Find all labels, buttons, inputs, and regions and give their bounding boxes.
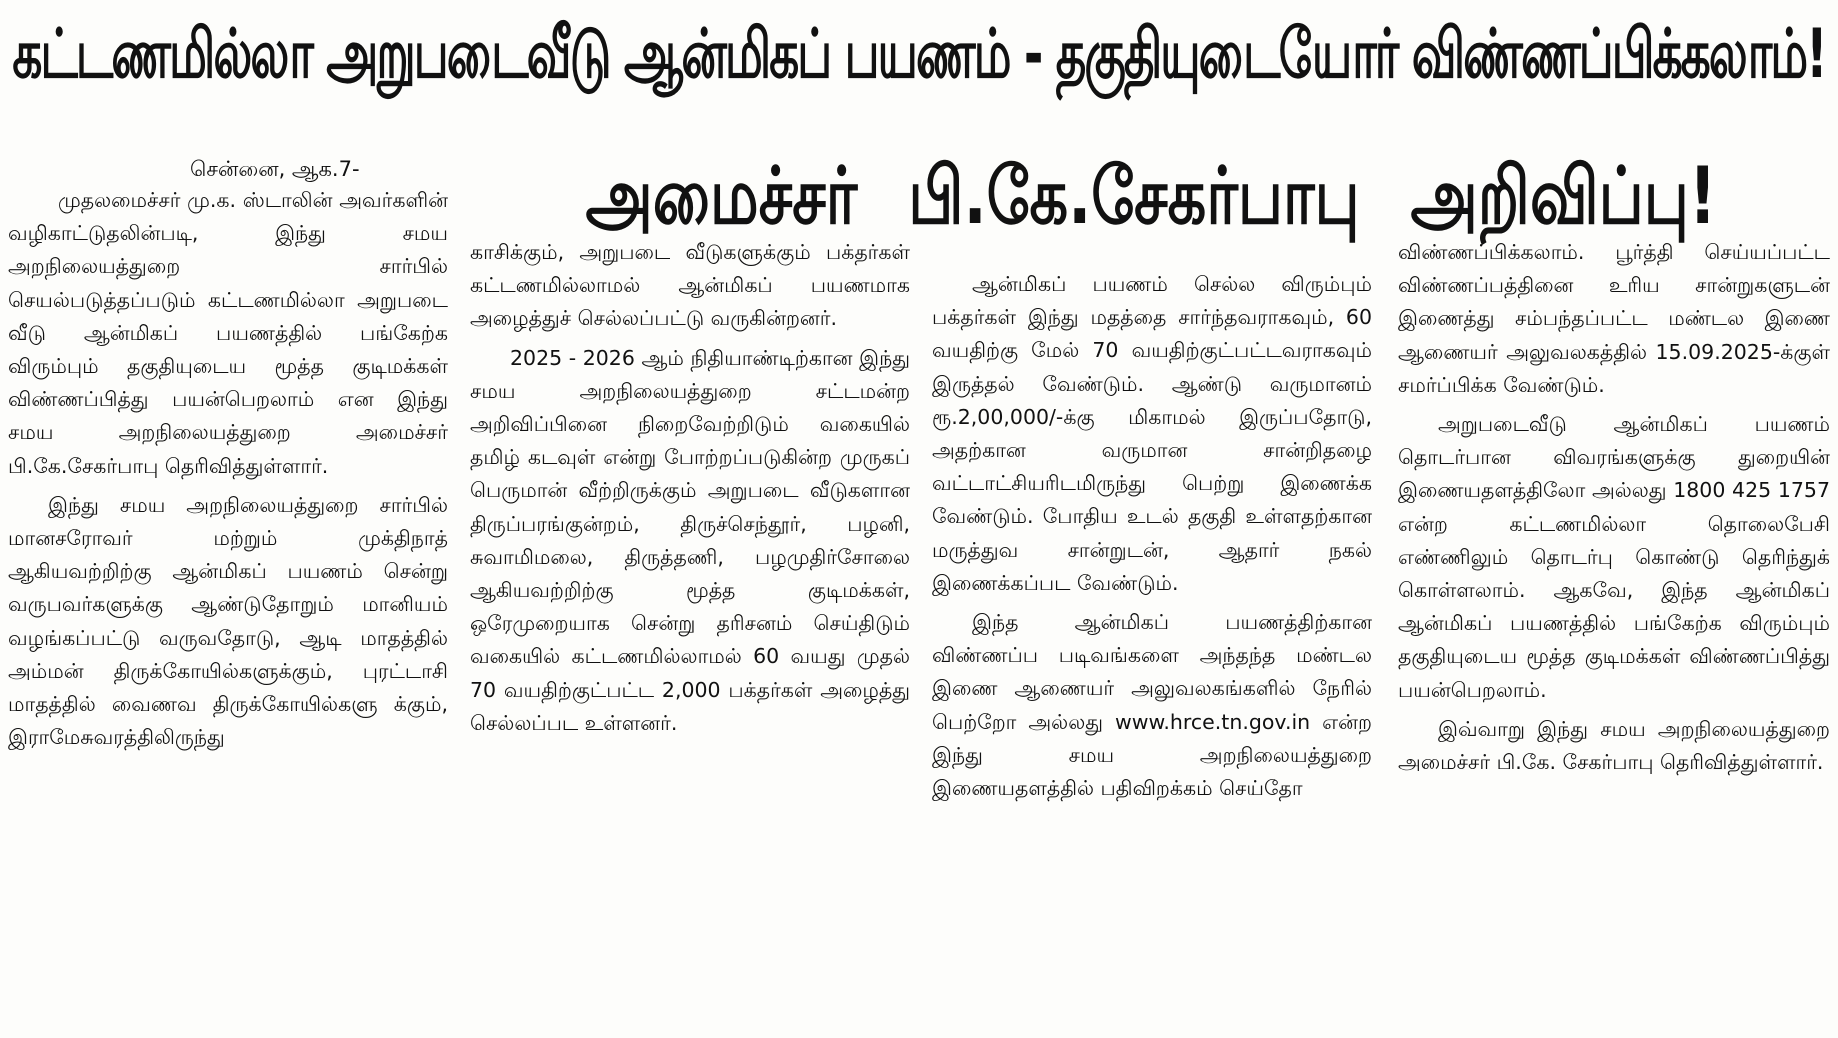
dateline: சென்னை, ஆக.7- xyxy=(190,157,360,181)
paragraph: 2025 - 2026 ஆம் நிதியாண்டிற்கான இந்து சமய அறநிலையத்துறை சட்டமன்ற அறிவிப்பினை நிறைவேற்றிடும் வகையில் தமிழ் கடவுள் என்று போற்றப்படுகின்ற முருகப் பெருமான் வீற்றிருக்கும் அறுபடை வீடுகளான திருப்பரங்குன்றம், திருச்செந்தூர், பழனி, சுவாமிமலை, திருத்தணி, பழமுதிர்சோலை ஆகியவற்றிற்கு மூத்த குடிமக்கள், ஒரேமுறையாக சென்று தரிசனம் செய்திடும் வகையில் கட்டணமில்லாமல் 60 வயது முதல் 70 வயதிற்குட்பட்ட 2,000 பக்தர்கள் அழைத்து செல்லப்பட உள்ளனர். xyxy=(470,345,910,735)
article-column-1 xyxy=(8,184,448,760)
paragraph: ஆன்மிகப் பயணம் செல்ல விரும்பும் பக்தர்கள் இந்து மதத்தை சார்ந்தவராகவும், 60 வயதிற்கு மேல் 70 வயதிற்குட்பட்டவராகவும் இருத்தல் வேண்டும். ஆண்டு வருமானம் ரூ.2,00,000/-க்கு மிகாமல் இருப்பதோடு, அதற்கான வருமான சான்றிதழை வட்டாட்சியரிடமிருந்து பெற்று இணைக்க வேண்டும். போதிய உடல் தகுதி உள்ளதற்கான மருத்துவ சான்றுடன், ஆதார் நகல் இணைக்கப்பட வேண்டும். xyxy=(932,272,1372,595)
article-column-4 xyxy=(1398,236,1830,785)
headline: கட்டணமில்லா அறுபடைவீடு ஆன்மிகப் பயணம் - தகுதியுடையோர் விண்ணப்பிக்கலாம்! xyxy=(12,14,1826,94)
paragraph: இந்து சமய அறநிலையத்துறை சார்பில் மானசரோவர் மற்றும் முக்திநாத் ஆகியவற்றிற்கு ஆன்மிகப் பயணம் சென்று வருபவர்களுக்கு ஆண்டுதோறும் மானியம் வழங்கப்பட்டு வருவதோடு, ஆடி மாதத்தில் அம்மன் திருக்கோயில்களுக்கும், புரட்டாசி மாதத்தில் வைணவ திருக்கோயில்களு க்கும், இராமேசுவரத்திலிருந்து xyxy=(8,492,448,750)
article-column-2 xyxy=(470,236,910,746)
paragraph: விண்ணப்பிக்கலாம். பூர்த்தி செய்யப்பட்ட விண்ணப்பத்தினை உரிய சான்றுகளுடன் இணைத்து சம்பந்தப்பட்ட மண்டல இணை ஆணையர் அலுவலகத்தில் 15.09.2025-க்குள் சமர்ப்பிக்க வேண்டும். xyxy=(1398,240,1830,397)
subheadline: அமைச்சர் பி.கே.சேகர்பாபு அறிவிப்பு! xyxy=(585,151,1717,243)
paragraph: முதலமைச்சர் மு.க. ஸ்டாலின் அவர்களின் வழிகாட்டுதலின்படி, இந்து சமய அறநிலையத்துறை சார்பில் செயல்படுத்தப்படும் கட்டணமில்லா அறுபடை வீடு ஆன்மிகப் பயணத்தில் பங்கேற்க விரும்பும் தகுதியுடைய மூத்த குடிமக்கள் விண்ணப்பித்து பயன்பெறலாம் என இந்து சமய அறநிலையத்துறை அமைச்சர் பி.கே.சேகர்பாபு தெரிவித்துள்ளார். xyxy=(8,188,448,478)
paragraph: காசிக்கும், அறுபடை வீடுகளுக்கும் பக்தர்கள் கட்டணமில்லாமல் ஆன்மிகப் பயணமாக அழைத்துச் செல்லப்பட்டு வருகின்றனர். xyxy=(470,240,910,331)
paragraph: அறுபடைவீடு ஆன்மிகப் பயணம் தொடர்பான விவரங்களுக்கு துறையின் இணையதளத்திலோ அல்லது 1800 425 1757 என்ற கட்டணமில்லா தொலைபேசி எண்ணிலும் தொடர்பு கொண்டு தெரிந்துக் கொள்ளலாம். ஆகவே, இந்த ஆன்மிகப் ஆன்மிகப் பயணத்தில் பங்கேற்க விரும்பும் தகுதியுடைய மூத்த குடிமக்கள் விண்ணப்பித்து பயன்பெறலாம். xyxy=(1398,412,1830,702)
paragraph: இவ்வாறு இந்து சமய அறநிலையத்துறை அமைச்சர் பி.கே. சேகர்பாபு தெரிவித்துள்ளார். xyxy=(1398,716,1830,775)
paragraph: இந்த ஆன்மிகப் பயணத்திற்கான விண்ணப்ப படிவங்களை அந்தந்த மண்டல இணை ஆணையர் அலுவலகங்களில் நேரில் பெற்றோ அல்லது www.hrce.tn.gov.in என்ற இந்து சமய அறநிலையத்துறை இணையதளத்தில் பதிவிறக்கம் செய்தோ xyxy=(932,610,1372,801)
article-column-3 xyxy=(932,268,1372,811)
